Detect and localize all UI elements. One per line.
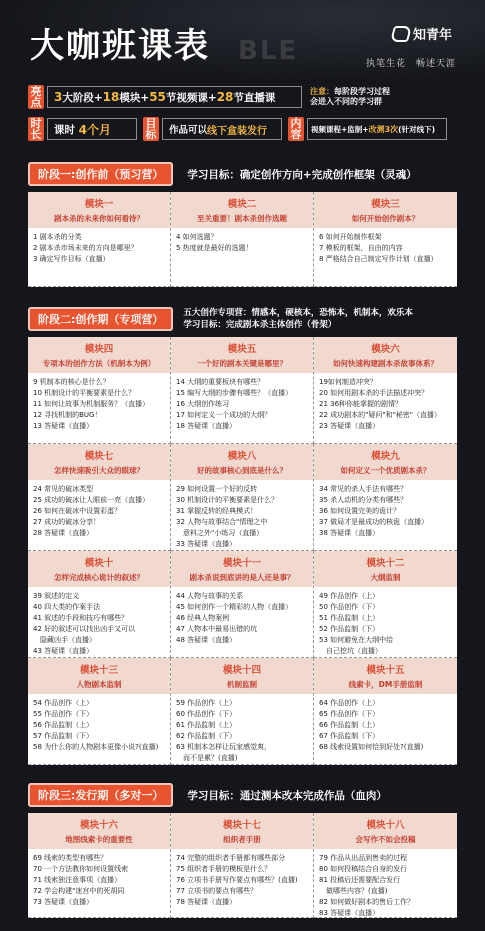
module-card bbox=[28, 444, 171, 551]
lesson-item: 14 大纲的重要板块有哪些？ bbox=[176, 378, 265, 386]
lesson-item: 73 答疑课（直播） bbox=[33, 898, 94, 906]
module-card bbox=[314, 658, 457, 765]
module-subtitle: 如何定义一个优质剧本杀？ bbox=[340, 466, 431, 475]
lesson-list bbox=[314, 373, 457, 443]
lesson-item: 48 答疑课（直播） bbox=[176, 636, 237, 644]
module-name: 模块四 bbox=[84, 344, 114, 355]
lesson-item: 59 作品创作（上） bbox=[176, 699, 237, 707]
module-subtitle: 一个好的剧本关键是哪里？ bbox=[197, 359, 287, 368]
note bbox=[310, 87, 390, 107]
lesson-list bbox=[28, 228, 170, 286]
lesson-item: 74 完整的组织者手册都有哪些部分 bbox=[176, 854, 286, 862]
module-card bbox=[28, 192, 171, 287]
lesson-list bbox=[28, 849, 170, 917]
lesson-item: 30 机制设计的平衡要素是什么？ bbox=[176, 496, 279, 504]
module-subtitle: 好的故事核心到底是什么？ bbox=[197, 466, 287, 475]
module-subtitle: 怎样完成核心诡计的叙述？ bbox=[54, 573, 144, 582]
lesson-item: 52 作品监制（下） bbox=[319, 625, 380, 633]
module-header bbox=[28, 444, 170, 480]
lesson-item: 15 编写大纲的步骤有哪些？（直播） bbox=[176, 389, 293, 397]
module-card bbox=[28, 658, 171, 765]
lesson-item: 67 作品监制（下） bbox=[319, 732, 380, 740]
stage-1-header bbox=[28, 162, 457, 186]
module-header bbox=[171, 658, 313, 694]
stage-count: 3 bbox=[54, 90, 63, 104]
goal-text: 作品可以 bbox=[169, 125, 208, 136]
lesson-item: 69 线索的类型有哪些？ bbox=[33, 854, 108, 862]
stage-2 bbox=[28, 307, 457, 765]
header bbox=[0, 0, 485, 82]
module-name: 模块十三 bbox=[79, 665, 118, 676]
stage-2-goal-a: 五大创作专项营：情感本，硬核本，恐怖本，机制本，欢乐本 bbox=[183, 308, 413, 318]
stage-2-goal bbox=[183, 307, 413, 331]
lesson-item: 18 答疑课（直播） bbox=[176, 422, 237, 430]
tag-content: 内容 bbox=[288, 117, 304, 141]
note-label: 注意： bbox=[310, 87, 334, 96]
stage-3-badge: 阶段三:发行期（多对一） bbox=[28, 783, 173, 807]
lesson-item: 意料之外"小练习（直播） bbox=[176, 529, 264, 537]
lesson-item: 21 36种你能掌握的剧情？ bbox=[319, 400, 403, 408]
lesson-item: 40 四大类的作案手法 bbox=[33, 603, 101, 611]
lesson-list bbox=[171, 849, 313, 917]
lesson-item: 26 如何在破冰中设置彩蛋？ bbox=[33, 507, 122, 515]
live-count: 28 bbox=[216, 90, 234, 104]
module-header bbox=[314, 551, 457, 587]
module-name: 模块九 bbox=[371, 451, 400, 462]
module-header bbox=[171, 192, 313, 228]
module-card bbox=[314, 551, 457, 658]
lesson-item: 62 作品监制（下） bbox=[176, 732, 237, 740]
lesson-item: 19如何制造冲突？ bbox=[319, 378, 377, 386]
stage-3-grid bbox=[28, 813, 457, 918]
stage-3 bbox=[28, 783, 457, 918]
lesson-list bbox=[314, 587, 457, 657]
module-card bbox=[28, 813, 171, 918]
lesson-item: 11 如何让故事为机制服务？（直播） bbox=[33, 400, 150, 408]
stage-2-badge: 阶段二:创作期（专项营） bbox=[28, 307, 173, 331]
content-box bbox=[307, 118, 447, 140]
tag-duration: 时长 bbox=[28, 117, 44, 141]
stage-label: 大阶段+ bbox=[62, 91, 103, 104]
module-header bbox=[171, 444, 313, 480]
ghost-text: BLE bbox=[238, 36, 299, 66]
lesson-item: 79 作品从出品到售卖的过程 bbox=[319, 854, 408, 862]
module-header bbox=[28, 551, 170, 587]
goal-box bbox=[162, 118, 282, 140]
lesson-item: 41 叙述的手段和技巧有哪些？ bbox=[33, 614, 129, 622]
module-subtitle: 会写作不如会投稿 bbox=[355, 835, 416, 844]
lesson-list bbox=[28, 480, 170, 550]
lesson-item: 23 答疑课（直播） bbox=[319, 422, 380, 430]
lesson-item: 做哪些内容？(直播) bbox=[319, 887, 388, 895]
module-header bbox=[28, 337, 170, 373]
lesson-item: 83 答疑课（直播） bbox=[319, 909, 380, 917]
lesson-item: 10 机制设计的平衡要素是什么？ bbox=[33, 389, 136, 397]
stage-1-goal: 学习目标：确定创作方向+完成创作框架（灵魂） bbox=[187, 168, 417, 181]
logo-icon bbox=[390, 26, 412, 42]
module-card bbox=[171, 337, 314, 444]
duration-value: 4个月 bbox=[78, 122, 112, 137]
lesson-item: 60 作品创作（下） bbox=[176, 710, 237, 718]
lesson-item: 16 大纲创作练习 bbox=[176, 400, 230, 408]
lesson-item: 39 叙述的定义 bbox=[33, 592, 80, 600]
tag-goal: 目标 bbox=[143, 117, 159, 141]
lesson-item: 17 如何定义一个成功的大纲？ bbox=[176, 411, 272, 419]
module-header bbox=[171, 337, 313, 373]
module-header bbox=[171, 551, 313, 587]
video-label: 节视频课+ bbox=[165, 91, 217, 104]
lesson-item: 45 如何创作一个精彩的人物（直播） bbox=[176, 603, 293, 611]
module-header bbox=[314, 444, 457, 480]
module-card bbox=[314, 813, 457, 918]
lesson-item: 78 答疑课（直播） bbox=[176, 898, 237, 906]
module-subtitle: 组织者手册 bbox=[223, 835, 261, 844]
module-name: 模块六 bbox=[371, 344, 400, 355]
lesson-list bbox=[171, 373, 313, 443]
lesson-item: 8 严格结合自己制定写作计划（直播） bbox=[319, 255, 438, 263]
lesson-list bbox=[171, 694, 313, 764]
module-card bbox=[171, 658, 314, 765]
module-header bbox=[314, 192, 457, 228]
duration-label: 课时 bbox=[54, 123, 75, 136]
module-subtitle: 大纲监制 bbox=[370, 573, 401, 582]
module-count: 18 bbox=[102, 90, 120, 104]
goal-highlight: 线下盒装发行 bbox=[207, 125, 268, 137]
stage-1 bbox=[28, 162, 457, 287]
lesson-item: 22 成功剧本的"疑问"和"秘密"（直播） bbox=[319, 411, 442, 419]
slogan: 执笔生花 畅述天涯 bbox=[366, 59, 457, 69]
lesson-item: 75 组织者手册的模板是什么？ bbox=[176, 865, 272, 873]
lesson-list bbox=[28, 694, 170, 764]
module-card bbox=[171, 444, 314, 551]
module-card bbox=[171, 813, 314, 918]
lesson-item: 71 线索独注意事项（直播） bbox=[33, 876, 122, 884]
lesson-item: 51 作品监制（上） bbox=[319, 614, 380, 622]
lesson-item: 50 作品创作（下） bbox=[319, 603, 380, 611]
stage-2-grid bbox=[28, 337, 457, 765]
page-title: 大咖班课表 bbox=[30, 26, 210, 66]
lesson-list bbox=[171, 228, 313, 286]
lesson-item: 37 做局才是最成功的核诡（直播） bbox=[319, 518, 429, 526]
lesson-list bbox=[314, 849, 457, 917]
module-subtitle: 如何开始创作剧本？ bbox=[351, 214, 420, 223]
lesson-item: 54 作品创作（上） bbox=[33, 699, 94, 707]
lesson-item: 24 常见的破冰类型 bbox=[33, 485, 94, 493]
module-name: 模块十五 bbox=[366, 665, 405, 676]
lesson-list bbox=[171, 480, 313, 550]
lesson-item: 6 如何开始制作框架 bbox=[319, 233, 382, 241]
module-name: 模块五 bbox=[227, 344, 257, 355]
module-card bbox=[171, 192, 314, 287]
lesson-item: 65 作品创作（下） bbox=[319, 710, 380, 718]
module-name: 模块八 bbox=[227, 451, 257, 462]
highlight-box bbox=[47, 86, 302, 108]
info-panel bbox=[0, 84, 485, 142]
lesson-item: 47 人物本中最易出错的坑 bbox=[176, 625, 258, 633]
module-subtitle: 剧本杀说到底讲的是人还是事？ bbox=[189, 573, 295, 582]
module-subtitle: 至关重要！剧本杀创作选题 bbox=[197, 214, 287, 223]
lesson-item: 31 掌握反转的经典模式！ bbox=[176, 507, 258, 515]
module-name: 模块十八 bbox=[366, 820, 405, 831]
lesson-list bbox=[314, 694, 457, 764]
lesson-item: 63 机制本怎样让玩家感觉爽， bbox=[176, 743, 272, 751]
module-name: 模块二 bbox=[227, 199, 257, 210]
lesson-item: 5 热度就是最好的选题！ bbox=[176, 244, 253, 252]
lesson-item: 28 答疑课（直播） bbox=[33, 529, 94, 537]
tag-highlight: 亮点 bbox=[28, 85, 44, 109]
lesson-item: 70 一个方法教你如何设置线索 bbox=[33, 865, 129, 873]
module-subtitle: 如何快速构建剧本杀故事体系？ bbox=[333, 359, 438, 368]
lesson-item: 4 如何选题？ bbox=[176, 233, 218, 241]
module-subtitle: 专项本的创作方法（机制本为例） bbox=[42, 359, 156, 368]
content-highlight: 改测3次 bbox=[368, 124, 399, 134]
module-name: 模块十七 bbox=[222, 820, 261, 831]
lesson-item: 55 作品创作（下） bbox=[33, 710, 94, 718]
module-header bbox=[314, 658, 457, 694]
duration-box bbox=[47, 118, 137, 140]
lesson-item: 36 如何设置完美的诡计？ bbox=[319, 507, 401, 515]
module-name: 模块一 bbox=[84, 199, 114, 210]
brand-logo bbox=[392, 24, 452, 43]
lesson-item: 7 模板的框架，自由的内容 bbox=[319, 244, 403, 252]
module-header bbox=[171, 813, 313, 849]
lesson-item: 38 答疑课（直播） bbox=[319, 529, 380, 537]
lesson-item: 57 作品监制（下） bbox=[33, 732, 94, 740]
lesson-item: 80 如何投稿结合自身的发行 bbox=[319, 865, 408, 873]
lesson-item: 32 人物与故事结合"情理之中 bbox=[176, 518, 268, 526]
content-tail: (针对线下) bbox=[398, 124, 436, 134]
lesson-item: 20 如何用剧本杀的手法描述冲突？ bbox=[319, 389, 429, 397]
lesson-item: 58 为什么你的人物剧本更像小说?(直播) bbox=[33, 743, 159, 751]
lesson-list bbox=[314, 228, 457, 286]
module-card bbox=[314, 444, 457, 551]
stage-3-header bbox=[28, 783, 457, 807]
lesson-item: 72 学会构建"迷宫中的死胡同 bbox=[33, 887, 125, 895]
module-name: 模块十六 bbox=[79, 820, 118, 831]
module-header bbox=[28, 658, 170, 694]
module-header bbox=[314, 337, 457, 373]
lesson-item: 53 如何避免在大纲中给 bbox=[319, 636, 394, 644]
stage-3-goal: 学习目标：通过测本改本完成作品（血肉） bbox=[187, 789, 387, 802]
lesson-item: 49 作品创作（上） bbox=[319, 592, 380, 600]
module-header bbox=[28, 192, 170, 228]
lesson-item: 隐藏凶手（直播） bbox=[33, 636, 96, 644]
stage-2-goal-b: 学习目标：完成剧本杀主体创作（骨架） bbox=[183, 320, 337, 330]
module-subtitle: 地图线索卡的重要性 bbox=[65, 835, 133, 844]
lesson-item: 9 机制本的核心是什么？ bbox=[33, 378, 110, 386]
lesson-item: 34 常见的杀人手法有哪些？ bbox=[319, 485, 408, 493]
module-name: 模块十一 bbox=[222, 558, 261, 569]
lesson-item: 61 作品监制（上） bbox=[176, 721, 237, 729]
module-name: 模块十 bbox=[84, 558, 114, 569]
lesson-item: 81 投稿后还需要配合发行 bbox=[319, 876, 401, 884]
module-name: 模块十四 bbox=[222, 665, 261, 676]
live-label: 节直播课 bbox=[233, 91, 276, 104]
note-text-2: 会进入不同的学习群 bbox=[310, 97, 382, 106]
module-card bbox=[314, 337, 457, 444]
lesson-item: 2 剧本杀市场未来的方向是哪里？ bbox=[33, 244, 138, 252]
lesson-item: 自己挖坑（直播） bbox=[319, 647, 382, 655]
highlight-row bbox=[28, 84, 457, 110]
module-subtitle: 机制监制 bbox=[227, 680, 257, 689]
module-name: 模块十二 bbox=[366, 558, 405, 569]
lesson-item: 27 成功的破冰分享！ bbox=[33, 518, 101, 526]
module-subtitle: 人物剧本监制 bbox=[76, 680, 122, 689]
lesson-item: 33 答疑课（直播） bbox=[176, 540, 237, 548]
module-card bbox=[28, 551, 171, 658]
note-text: 每阶段学习过程 bbox=[334, 87, 390, 96]
module-label: 模块+ bbox=[119, 91, 150, 104]
stage-1-badge: 阶段一:创作前（预习营） bbox=[28, 162, 173, 186]
lesson-item: 68 线索设置如何恰到好处?(直播) bbox=[319, 743, 424, 751]
module-subtitle: 怎样快速吸引大众的眼球？ bbox=[54, 466, 144, 475]
lesson-item: 3 确定写作目标（直播） bbox=[33, 255, 110, 263]
lesson-list bbox=[28, 587, 170, 657]
lesson-item: 43 答疑课（直播） bbox=[33, 647, 94, 655]
lesson-item: 35 杀人动机的分类有哪些？ bbox=[319, 496, 408, 504]
logo-text: 知青年 bbox=[413, 28, 453, 43]
lesson-list bbox=[314, 480, 457, 550]
module-card bbox=[28, 337, 171, 444]
module-card bbox=[314, 192, 457, 287]
module-name: 模块三 bbox=[371, 199, 400, 210]
lesson-item: 56 作品监制（上） bbox=[33, 721, 94, 729]
lesson-item: 76 立项书手册写作要点有哪些？(直播) bbox=[176, 876, 298, 884]
module-subtitle: 线索卡，DM手册监制 bbox=[348, 680, 423, 689]
lesson-list bbox=[171, 587, 313, 657]
lesson-item: 12 寻找机制的BUG！ bbox=[33, 411, 102, 419]
lesson-list bbox=[28, 373, 170, 443]
lesson-item: 42 好的叙述可以找出凶手又可以 bbox=[33, 625, 136, 633]
lesson-item: 77 立项书的要点有哪些？ bbox=[176, 887, 258, 895]
content-text: 视频课程+监制+ bbox=[311, 124, 369, 134]
stage-2-header bbox=[28, 307, 457, 331]
lesson-item: 25 成功的破冰让人眼前一亮（直播） bbox=[33, 496, 150, 504]
lesson-item: 66 作品监制（上） bbox=[319, 721, 380, 729]
lesson-item: 1 剧本杀的分类 bbox=[33, 233, 82, 241]
video-count: 55 bbox=[149, 90, 166, 104]
lesson-item: 82 如何做好剧本的售后工作？ bbox=[319, 898, 415, 906]
lesson-item: 13 答疑课（直播） bbox=[33, 422, 94, 430]
lesson-item: 64 作品创作（上） bbox=[319, 699, 380, 707]
lesson-item: 44 人物与故事的关系 bbox=[176, 592, 244, 600]
lesson-item: 29 如何设置一个好的反转 bbox=[176, 485, 258, 493]
module-subtitle: 剧本杀的未来你如何看待？ bbox=[54, 214, 144, 223]
module-header bbox=[314, 813, 457, 849]
stage-1-grid bbox=[28, 192, 457, 287]
module-name: 模块七 bbox=[84, 451, 114, 462]
lesson-item: 而不是累？(直播) bbox=[176, 754, 238, 762]
module-card bbox=[171, 551, 314, 658]
lesson-item: 46 经典人物案例 bbox=[176, 614, 230, 622]
module-header bbox=[28, 813, 170, 849]
detail-row bbox=[28, 116, 457, 142]
